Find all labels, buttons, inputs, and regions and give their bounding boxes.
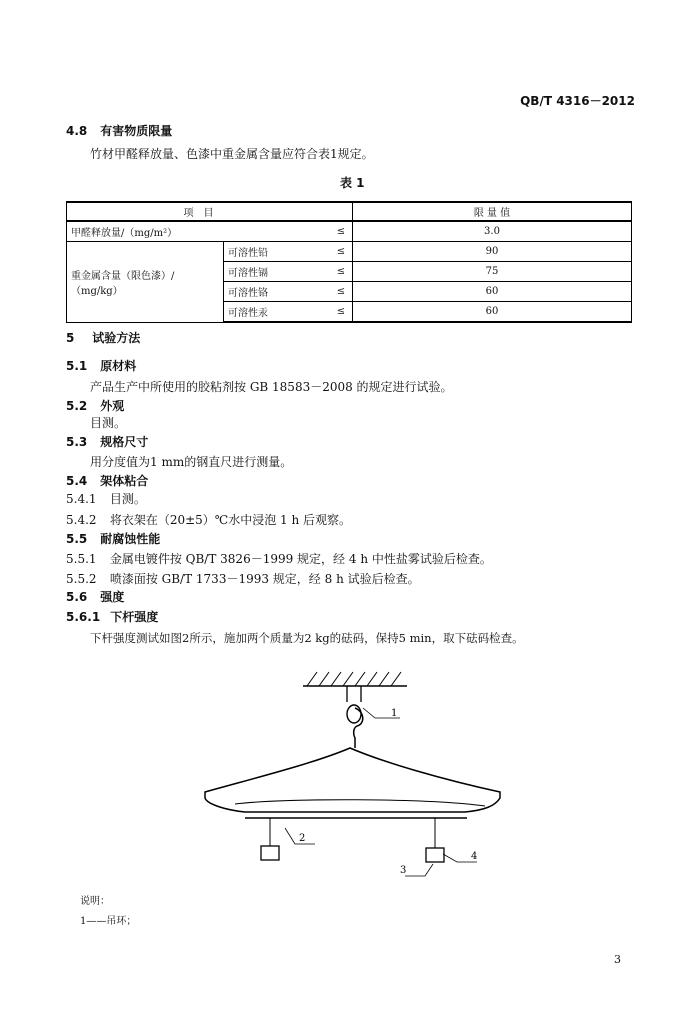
metal-name: 可溶性镉 [224, 262, 331, 282]
metal-name: 可溶性铬 [224, 282, 331, 302]
section-5-4-2 [66, 511, 351, 528]
weight-left [261, 846, 279, 860]
legend-item-1: 1——吊环； [80, 916, 137, 927]
section-number: 5 [66, 331, 75, 345]
section-5-4-heading [66, 472, 148, 489]
formaldehyde-op: ≤ [330, 221, 353, 242]
section-5-heading [66, 329, 140, 346]
legend-title: 说明： [80, 896, 110, 907]
hanger-test-figure [195, 668, 515, 878]
section-5-3-heading [66, 433, 148, 450]
section-5-6-heading [66, 588, 124, 605]
section-title: 架体粘合 [100, 474, 149, 488]
metal-op: ≤ [330, 242, 353, 262]
hanging-ring [347, 705, 361, 723]
ceiling-hatch [307, 672, 401, 686]
metal-value: 75 [353, 262, 632, 282]
clause-text: 将衣架在（20±5）℃水中浸泡 1 h 后观察。 [109, 513, 352, 527]
limits-table [66, 201, 632, 323]
table-row [67, 221, 632, 242]
figure-label-2: 2 [299, 833, 306, 844]
section-number: 5.4 [66, 474, 88, 488]
metal-op: ≤ [330, 302, 353, 323]
clause-number: 5.4.2 [66, 513, 97, 527]
table-caption: 表 1 [340, 176, 365, 190]
standard-number: QB/T 4316－2012 [520, 94, 635, 108]
figure-label-1: 1 [391, 708, 398, 719]
metal-value: 60 [353, 282, 632, 302]
clause-text: 金属电镀件按 QB/T 3826－1999 规定，经 4 h 中性盐雾试验后检查。 [109, 552, 492, 566]
metal-op: ≤ [330, 282, 353, 302]
metal-value: 90 [353, 242, 632, 262]
section-title: 强度 [100, 590, 125, 604]
header-item: 项 目 [67, 202, 331, 221]
figure-label-4: 4 [471, 851, 478, 862]
section-5-6-1-text: 下杆强度测试如图2所示，施加两个质量为2 kg的砝码，保持5 min，取下砝码检查。 [90, 631, 524, 645]
hanger-hook [354, 708, 363, 748]
hanger-inner-line [235, 800, 485, 806]
section-number: 4.8 [66, 124, 88, 138]
section-5-3-text: 用分度值为1 mm的钢直尺进行测量。 [90, 455, 293, 469]
section-5-1-text: 产品生产中所使用的胶粘剂按 GB 18583－2008 的规定进行试验。 [90, 380, 453, 394]
section-5-5-1 [66, 550, 492, 567]
formaldehyde-label: 甲醛释放量/（mg/m²） [67, 221, 331, 242]
section-4-8-text: 竹材甲醛释放量、色漆中重金属含量应符合表1规定。 [90, 147, 374, 161]
section-title: 试验方法 [92, 331, 141, 345]
section-5-1-heading [66, 357, 136, 374]
clause-text: 喷漆面按 GB/T 1733－1993 规定，经 8 h 试验后检查。 [109, 572, 420, 586]
clause-number: 5.4.1 [66, 492, 97, 506]
table-header-row [67, 202, 632, 221]
section-title: 有害物质限量 [100, 124, 173, 138]
leader-line-3 [405, 864, 433, 876]
section-title: 原材料 [100, 359, 137, 373]
section-number: 5.3 [66, 435, 88, 449]
metal-name: 可溶性汞 [224, 302, 331, 323]
section-5-2-heading [66, 397, 124, 414]
page-number: 3 [614, 953, 621, 966]
heavy-metal-label: 重金属含量（限色漆）/（mg/kg） [67, 242, 224, 323]
section-4-8-heading [66, 122, 172, 139]
section-number: 5.2 [66, 399, 88, 413]
table-row [67, 242, 632, 262]
section-number: 5.6 [66, 590, 88, 604]
section-title: 耐腐蚀性能 [100, 532, 161, 546]
clause-title: 下杆强度 [110, 610, 159, 624]
clause-number: 5.5.2 [66, 572, 97, 586]
section-title: 外观 [100, 399, 125, 413]
header-limit: 限 量 值 [353, 202, 632, 221]
weight-right [426, 848, 444, 862]
section-number: 5.5 [66, 532, 88, 546]
clause-text: 目测。 [109, 492, 146, 506]
figure-label-3: 3 [400, 865, 407, 876]
section-5-4-1 [66, 490, 146, 507]
section-5-2-text: 目测。 [90, 416, 127, 430]
formaldehyde-value: 3.0 [353, 221, 632, 242]
metal-name: 可溶性铅 [224, 242, 331, 262]
metal-value: 60 [353, 302, 632, 323]
metal-op: ≤ [330, 262, 353, 282]
section-number: 5.1 [66, 359, 88, 373]
clause-number: 5.5.1 [66, 552, 97, 566]
section-5-5-2 [66, 570, 420, 587]
section-title: 规格尺寸 [100, 435, 149, 449]
section-5-6-1-heading [66, 608, 158, 625]
clause-number: 5.6.1 [66, 610, 101, 624]
section-5-5-heading [66, 530, 160, 547]
